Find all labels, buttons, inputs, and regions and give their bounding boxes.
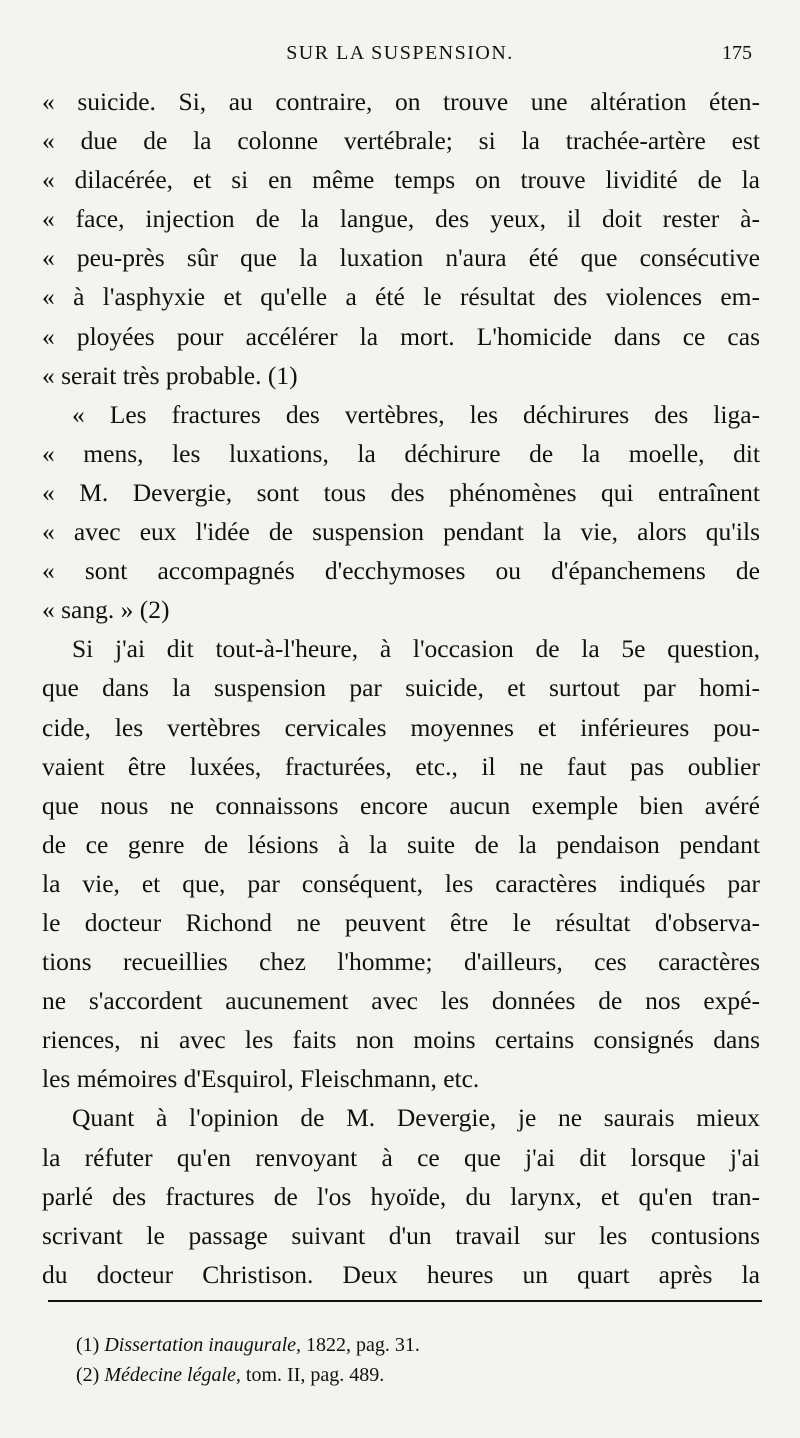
page-header — [48, 38, 752, 68]
footnote-mark: (1) — [76, 1334, 100, 1356]
text-line: vaient être luxées, fracturées, etc., il ne faut pas oublier — [42, 751, 760, 781]
text-line: cide, les vertèbres cervicales moyennes et inférieures pou- — [42, 712, 760, 742]
footnote-reference: tom. II, pag. 489. — [240, 1364, 385, 1386]
footnote-reference: 1822, pag. 31. — [301, 1334, 420, 1356]
body-text — [42, 82, 760, 1294]
footnotes — [76, 1330, 676, 1390]
text-line: « due de la colonne vertébrale; si la trachée-artère est — [42, 126, 760, 156]
text-line: « Les fractures des vertèbres, les déchirures des liga- — [72, 399, 760, 429]
text-line: de ce genre de lésions à la suite de la pendaison pendant — [42, 829, 760, 859]
text-line: les mémoires d'Esquirol, Fleischmann, etc. — [42, 1064, 480, 1094]
text-line: du docteur Christison. Deux heures un quart après la — [42, 1259, 760, 1289]
text-line: « dilacérée, et si en même temps on trouve lividité de la — [42, 165, 760, 195]
text-line: « serait très probable. (1) — [42, 360, 298, 390]
text-line: tions recueillies chez l'homme; d'ailleurs, ces caractères — [42, 947, 760, 977]
text-line: riences, ni avec les faits non moins certains consignés dans — [42, 1025, 760, 1055]
text-line: « suicide. Si, au contraire, on trouve une altération éten- — [42, 87, 760, 116]
text-line: « sont accompagnés d'ecchymoses ou d'épanchemens de — [42, 556, 760, 586]
footnote-1 — [76, 1330, 676, 1360]
text-line: ne s'accordent aucunement avec les données de nos expé- — [42, 986, 760, 1016]
text-line: « peu-près sûr que la luxation n'aura été que consécutive — [42, 243, 760, 273]
footnote-title: Dissertation inaugurale, — [104, 1334, 301, 1356]
footnote-rule — [48, 1300, 762, 1302]
text-line: scrivant le passage suivant d'un travail sur les contusions — [42, 1220, 760, 1250]
footnote-2 — [76, 1360, 676, 1390]
text-line: « ployées pour accélérer la mort. L'homicide dans ce cas — [42, 321, 760, 351]
text-line: Si j'ai dit tout-à-l'heure, à l'occasion de la 5e question, — [72, 634, 760, 664]
text-line: Quant à l'opinion de M. Devergie, je ne saurais mieux — [72, 1103, 760, 1133]
text-line: la réfuter qu'en renvoyant à ce que j'ai dit lorsque j'ai — [42, 1142, 760, 1172]
text-line: que dans la suspension par suicide, et surtout par homi- — [42, 673, 760, 703]
page-number: 175 — [722, 42, 752, 64]
text-line: « à l'asphyxie et qu'elle a été le résultat des violences em- — [42, 282, 760, 312]
text-line: « sang. » (2) — [42, 595, 170, 625]
text-line: « face, injection de la langue, des yeux, il doit rester à- — [42, 204, 760, 234]
text-line: « avec eux l'idée de suspension pendant la vie, alors qu'ils — [42, 517, 760, 547]
text-line: le docteur Richond ne peuvent être le résultat d'observa- — [42, 907, 760, 937]
running-title: SUR LA SUSPENSION. — [286, 42, 514, 64]
text-line: que nous ne connaissons encore aucun exemple bien avéré — [42, 790, 760, 820]
text-line: « M. Devergie, sont tous des phénomènes qui entraînent — [42, 477, 760, 507]
text-line: parlé des fractures de l'os hyoïde, du larynx, et qu'en tran- — [42, 1181, 760, 1211]
text-line: « mens, les luxations, la déchirure de la moelle, dit — [42, 438, 760, 468]
text-line: la vie, et que, par conséquent, les caractères indiqués par — [42, 868, 760, 898]
footnote-title: Médecine légale, — [104, 1364, 241, 1386]
footnote-mark: (2) — [76, 1364, 100, 1386]
